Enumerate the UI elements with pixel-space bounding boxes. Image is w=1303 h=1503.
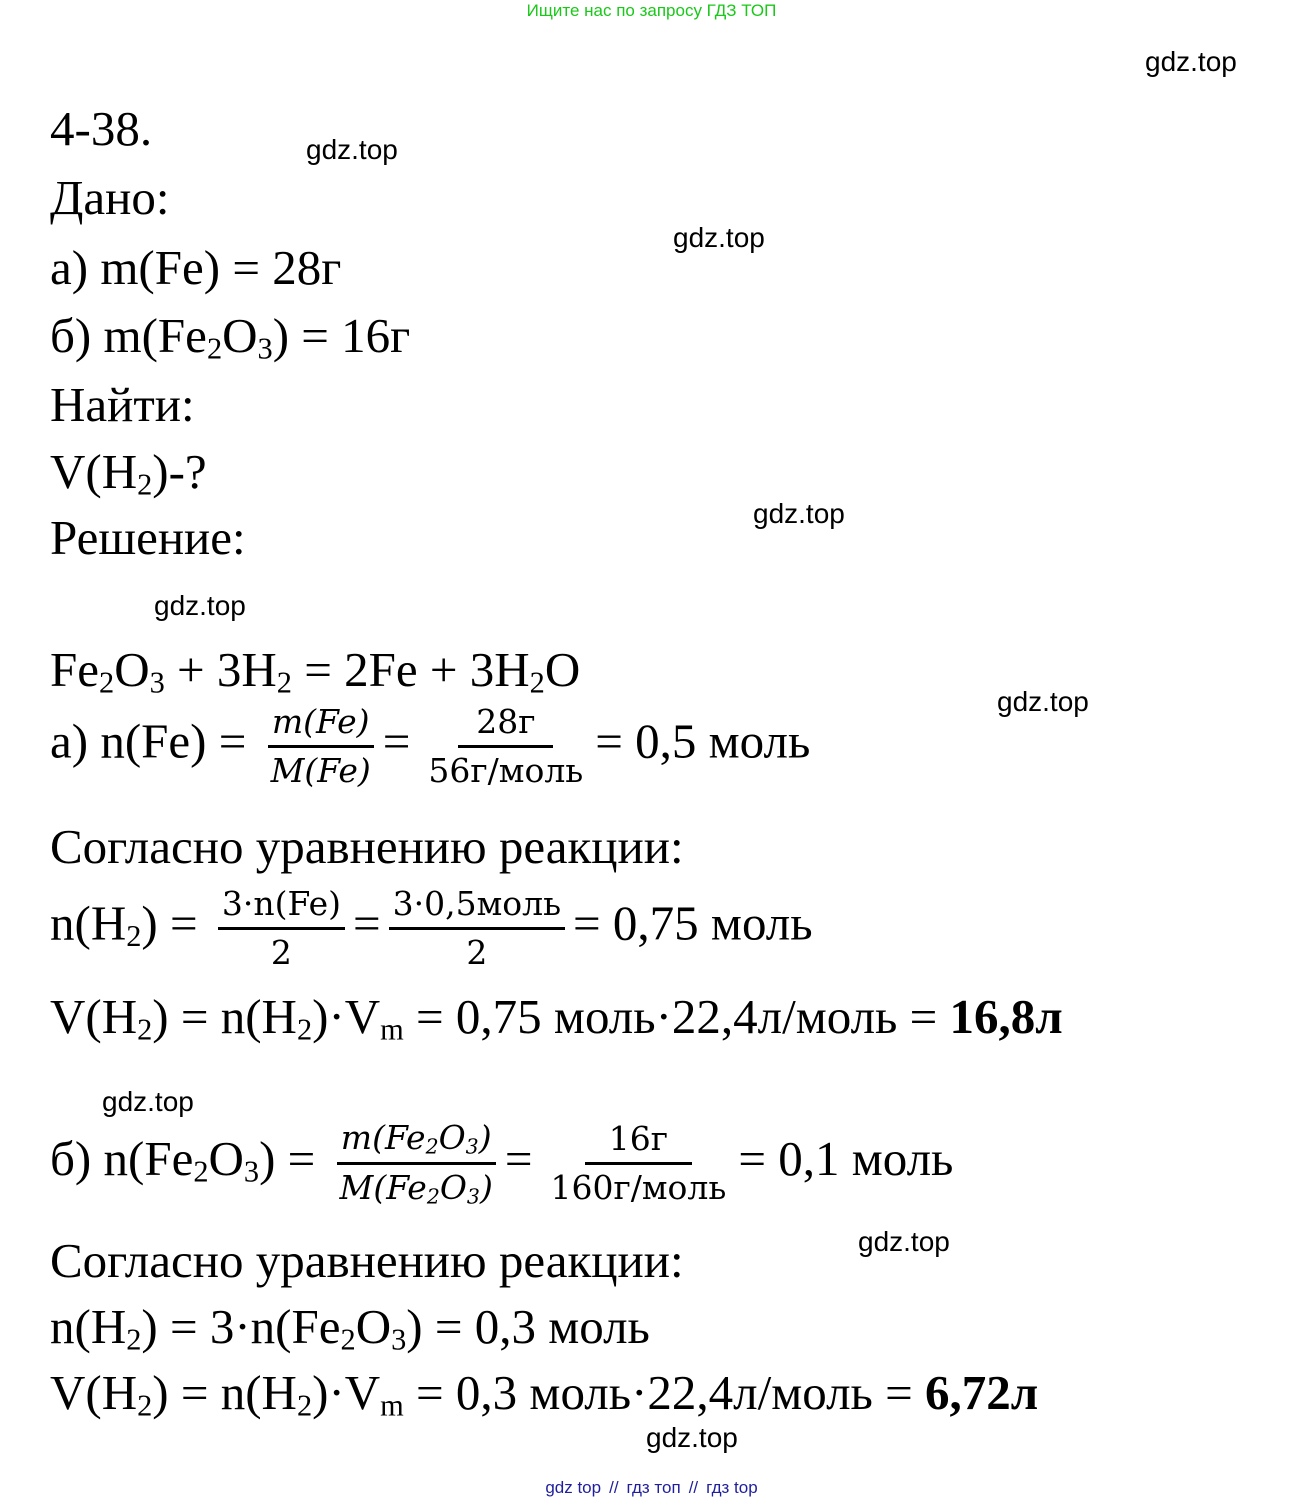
find-title: Найти: xyxy=(50,377,195,432)
top-banner: Ищите нас по запросу ГДЗ ТОП xyxy=(526,1,777,20)
watermark: gdz.top xyxy=(753,498,845,529)
footer-link[interactable]: gdz top xyxy=(545,1478,602,1497)
watermark: gdz.top xyxy=(154,590,246,621)
fraction: $\frac{3\cdot n(Fe)}{2}$ xyxy=(218,884,345,972)
footer-link[interactable]: гдз top xyxy=(706,1478,758,1497)
part-a-moles-h2: $n(H_2)$ = $\frac{3\cdot n(Fe)}{2}$ = $\frac{\text{3·0,5моль}}{2}$ = 0,75 моль xyxy=(50,884,813,972)
part-a-moles-fe: а) n(Fe) = $\frac{m(Fe)}{M(Fe)}$ = $\frac{28г}{\text{56г/моль}}$ = 0,5 моль xyxy=(50,702,811,790)
fraction: $\frac{16г}{\text{160г/моль}}$ xyxy=(550,1119,727,1208)
part-b-moles-h2: $n(H_2) = 3\cdot n(Fe_2O_3) = 0,3$ моль xyxy=(50,1299,650,1357)
footer-link[interactable]: гдз топ xyxy=(626,1478,681,1497)
footer-separator: // xyxy=(609,1478,619,1497)
watermark: gdz.top xyxy=(673,222,765,253)
part-b-according: Согласно уравнению реакции: xyxy=(50,1233,684,1288)
watermark: gdz.top xyxy=(1145,46,1237,77)
find-value: $V(H_2)-$? xyxy=(50,444,207,502)
watermark: gdz.top xyxy=(858,1226,950,1257)
footer-separator: // xyxy=(688,1478,699,1497)
fraction: $\frac{28г}{\text{56г/моль}}$ xyxy=(428,702,584,790)
watermark: gdz.top xyxy=(306,134,398,165)
part-a-according: Согласно уравнению реакции: xyxy=(50,819,684,874)
fraction: $\frac{m(Fe_2O_3)}{M(Fe_2O_3)}$ xyxy=(336,1118,497,1209)
part-b-volume: $V(H_2) = n(H_2)\cdot V_m = 0,3$ моль·22,4л/моль = 6,72л xyxy=(50,1365,1039,1423)
answer-a: 16,8л xyxy=(949,989,1063,1044)
answer-b: 6,72л xyxy=(925,1365,1039,1420)
part-b-moles-fe2o3: б) $n(Fe_2O_3)$ = $\frac{m(Fe_2O_3)}{M(Fe_2O_3)}$ = $\frac{16г}{\text{160г/моль}}$ = 0,1 моль xyxy=(50,1118,954,1209)
given-b: б) $m(Fe_2O_3) = 16г$ xyxy=(50,308,411,366)
given-a: а) m(Fe) = 28г xyxy=(50,240,342,295)
part-a-volume: $V(H_2) = n(H_2)\cdot V_m = 0,75$ моль·22,4л/моль = 16,8л xyxy=(50,989,1063,1047)
footer-links xyxy=(0,1478,1303,1498)
problem-number: 4-38. xyxy=(50,101,153,156)
watermark: gdz.top xyxy=(102,1086,194,1117)
given-title: Дано: xyxy=(50,170,170,225)
reaction-equation: $Fe_2O_3 + 3H_2 = 2Fe + 3H_2O$ xyxy=(50,642,581,700)
fraction: $\frac{m(Fe)}{M(Fe)}$ xyxy=(267,702,375,790)
fraction: $\frac{\text{3·0,5моль}}{2}$ xyxy=(389,884,565,972)
watermark: gdz.top xyxy=(646,1422,738,1453)
solution-title: Решение: xyxy=(50,510,246,565)
watermark: gdz.top xyxy=(997,686,1089,717)
